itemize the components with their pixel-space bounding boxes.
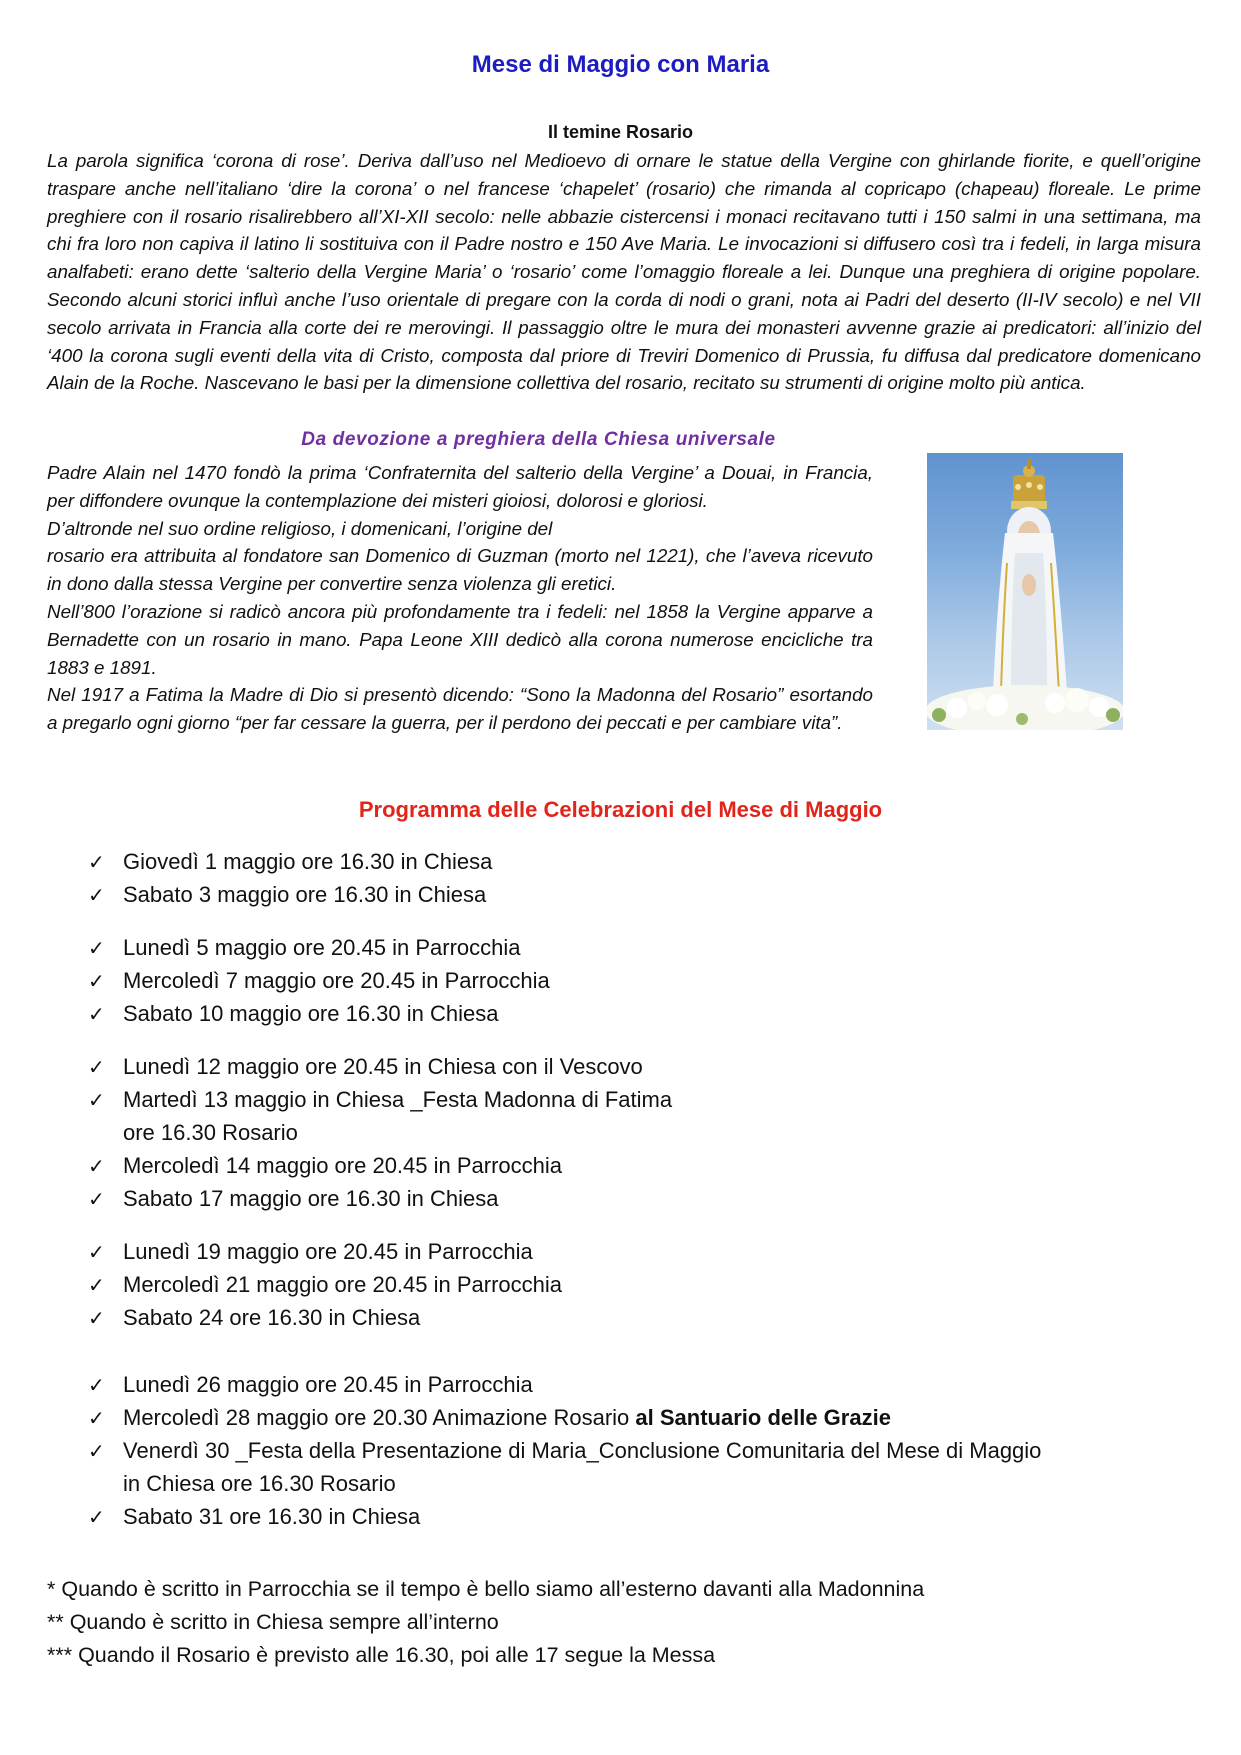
list-item: ✓ Sabato 3 maggio ore 16.30 in Chiesa [88,878,486,913]
section2-paragraph: Padre Alain nel 1470 fondò la prima ‘Confraternita del salterio della Vergine’ a Douai, in Francia, per diffondere ovunque la contemplazione dei misteri gioiosi, dolorosi e gloriosi. [47,462,873,511]
list-item: ✓ Sabato 10 maggio ore 16.30 in Chiesa [88,997,498,1032]
list-item: ✓ Sabato 24 ore 16.30 in Chiesa [88,1301,420,1336]
checkmark-icon: ✓ [88,1308,105,1330]
list-item-continuation: in Chiesa ore 16.30 Rosario [123,1471,396,1496]
section2-paragraph: Nell’800 l’orazione si radicò ancora più profondamente tra i fedeli: nel 1858 la Vergine apparve a Bernadette con un rosario in mano. Papa Leone XIII dedicò alla corona numerose encicliche tra 1883 e 1891. [47,600,873,678]
checkmark-icon: ✓ [88,1507,105,1529]
intro-heading: Il temine Rosario [547,122,694,142]
list-item: ✓ Mercoledì 7 maggio ore 20.45 in Parrocchia [88,964,550,999]
list-item: ✓ Lunedì 19 maggio ore 20.45 in Parrocchia [88,1235,533,1270]
checkmark-icon: ✓ [88,1441,105,1463]
footnote: * Quando è scritto in Parrocchia se il tempo è bello siamo all’esterno davanti alla Madonnina [47,1577,925,1601]
list-item-continuation: ore 16.30 Rosario [123,1120,298,1145]
page-title: Mese di Maggio con Maria [471,51,770,78]
list-item: ✓ Martedì 13 maggio in Chiesa _Festa Madonna di Fatima [88,1083,672,1118]
checkmark-icon: ✓ [88,1156,105,1178]
footnotes [47,1573,924,1672]
checkmark-icon: ✓ [88,1408,105,1430]
list-item: ✓ Mercoledì 28 maggio ore 20.30 Animazione Rosario al Santuario delle Grazie [88,1401,891,1436]
footnote: *** Quando il Rosario è previsto alle 16.30, poi alle 17 segue la Messa [47,1643,716,1667]
program-title: Programma delle Celebrazioni del Mese di Maggio [358,797,883,822]
list-item: ✓ Venerdì 30 _Festa della Presentazione di Maria_Conclusione Comunitaria del Mese di Maggio [88,1434,1041,1469]
santuario-emphasis: al Santuario delle Grazie [635,1405,891,1430]
checkmark-icon: ✓ [88,1004,105,1026]
list-item: ✓ Lunedì 26 maggio ore 20.45 in Parrocchia [88,1368,533,1403]
list-item: ✓ Mercoledì 14 maggio ore 20.45 in Parrocchia [88,1149,562,1184]
section2-paragraph: Nel 1917 a Fatima la Madre di Dio si presentò dicendo: “Sono la Madonna del Rosario” esortando a pregarlo ogni giorno “per far cessare la guerra, per il perdono dei peccati e per cambiare vita”. [47,684,873,734]
checkmark-icon: ✓ [88,885,105,907]
checkmark-icon: ✓ [88,1275,105,1297]
list-item: ✓ Sabato 17 maggio ore 16.30 in Chiesa [88,1182,498,1217]
checkmark-icon: ✓ [88,1090,105,1112]
footnote: ** Quando è scritto in Chiesa sempre all’interno [47,1610,499,1634]
madonna-statue-image [927,453,1123,730]
checkmark-icon: ✓ [88,1189,105,1211]
section2-body [47,459,873,737]
list-item: ✓ Mercoledì 21 maggio ore 20.45 in Parrocchia [88,1268,562,1303]
list-item: ✓ Lunedì 5 maggio ore 20.45 in Parrocchia [88,931,520,966]
intro-paragraph: La parola significa ‘corona di rose’. Deriva dall’uso nel Medioevo di ornare le statue della Vergine con ghirlande fiorite, e quell’origine traspare anche nell’italiano ‘dire la corona’ o nel francese ‘chapelet’ (rosario) che rimanda al copricapo (chapeau) floreale. Le prime preghiere con il rosario risalirebbero all’XI-XII secolo: nelle abbazie cistercensi i monaci recitavano tutti i 150 salmi in una settimana, ma chi fra loro non capiva il latino li sostituiva con il Padre nostro e 150 Ave Maria. Le invocazioni si diffusero così tra i fedeli, in larga misura analfabeti: erano dette ‘salterio della Vergine Maria’ o ‘rosario’ come l’omaggio floreale a lei. Dunque una preghiera di origine popolare. Secondo alcuni storici influì anche l’uso orientale di pregare con la corda di nodi o grani, nota ai Padri del deserto (II-IV secolo) e nel VII secolo arrivata in Francia alla corte dei re merovingi. Il passaggio oltre le mura dei monasteri avvenne grazie ai predicatori: all’inizio del ‘400 la corona sugli eventi della vita di Cristo, composta dal priore di Treviri Domenico di Prussia, fu diffusa dal predicatore domenicano Alain de la Roche. Nascevano le basi per la dimensione collettiva del rosario, recitato su strumenti di origine molto più antica. [47,150,1201,394]
checkmark-icon: ✓ [88,1242,105,1264]
checkmark-icon: ✓ [88,852,105,874]
madonna-statue-illustration [927,453,1123,730]
list-item: ✓ Lunedì 12 maggio ore 20.45 in Chiesa con il Vescovo [88,1050,643,1085]
section2-heading [0,429,1241,451]
checkmark-icon: ✓ [88,971,105,993]
list-item: ✓ Giovedì 1 maggio ore 16.30 in Chiesa [88,845,492,880]
checkmark-icon: ✓ [88,938,105,960]
list-item: ✓ Sabato 31 ore 16.30 in Chiesa [88,1500,420,1535]
section2-paragraph: rosario era attribuita al fondatore san Domenico di Guzman (morto nel 1221), che l’aveva ricevuto in dono dalla stessa Vergine per convertire senza violenza gli eretici. [47,545,873,595]
checkmark-icon: ✓ [88,1057,105,1079]
section2-paragraph: D’altronde nel suo ordine religioso, i domenicani, l’origine del [47,517,553,539]
section2-heading-text: Da devozione a preghiera della Chiesa universale [301,429,776,450]
checkmark-icon: ✓ [88,1375,105,1397]
